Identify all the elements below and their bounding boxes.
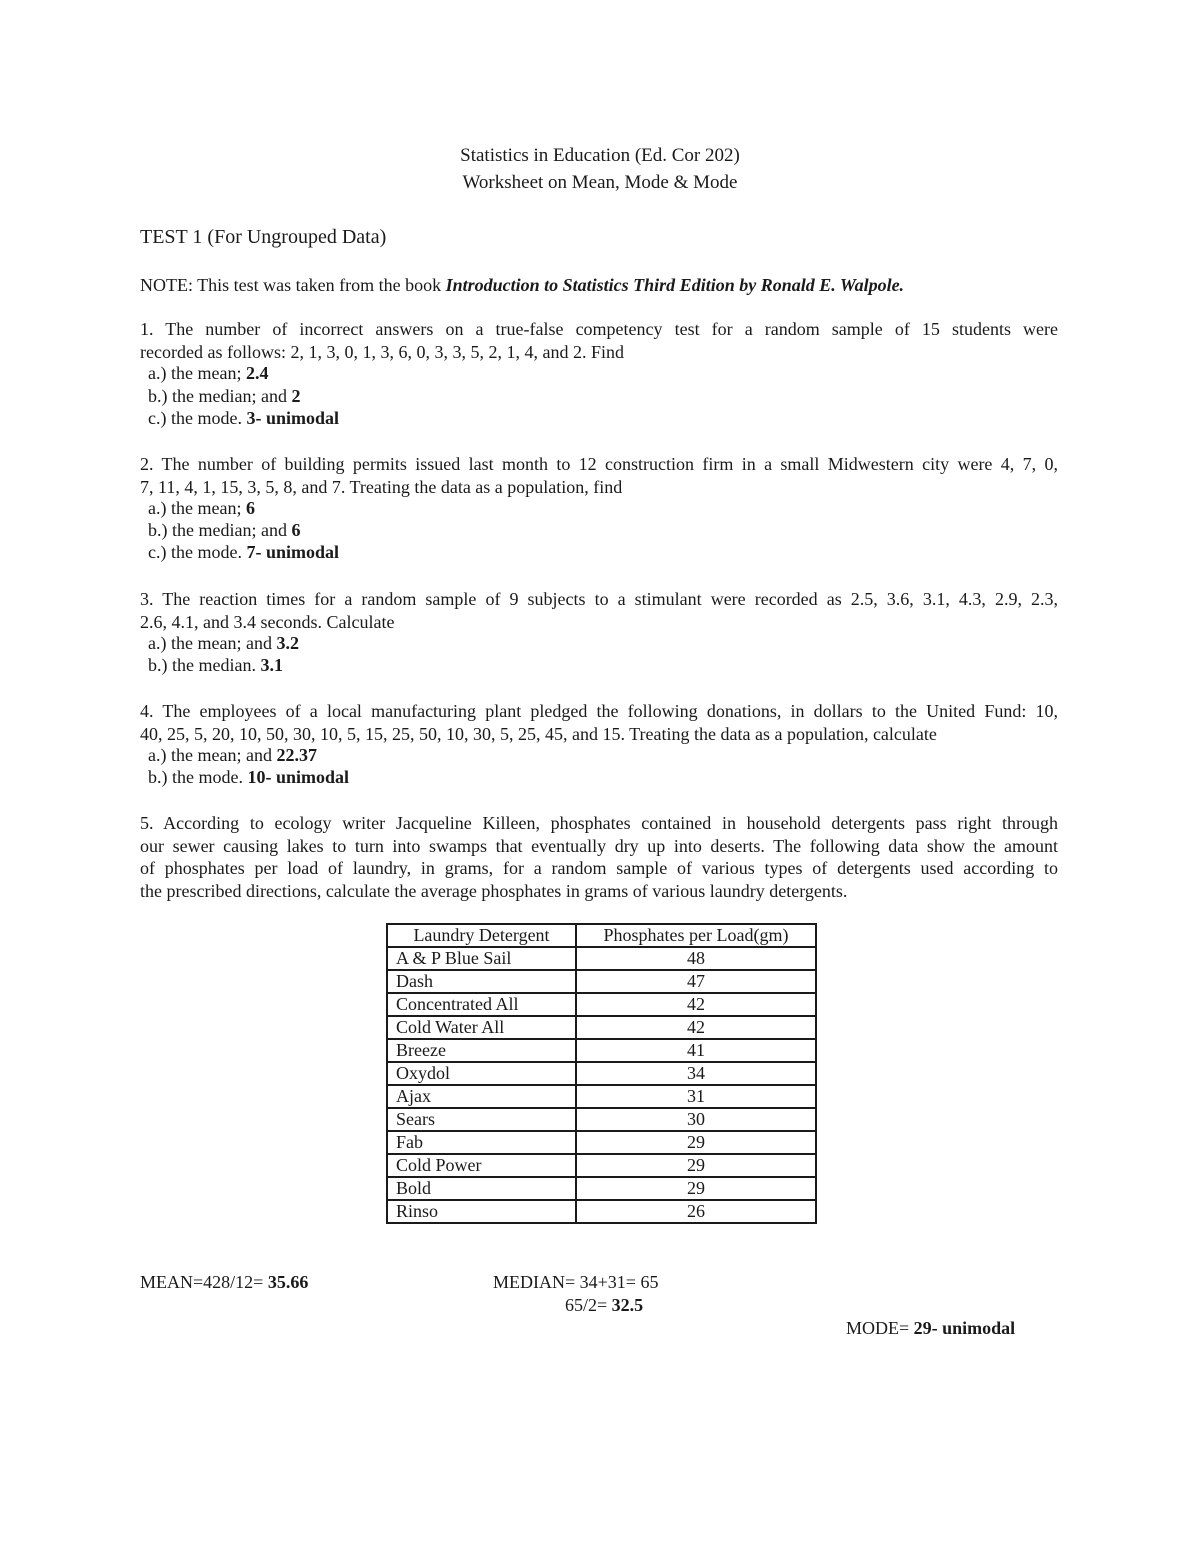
phosphate-value: 29 bbox=[576, 1177, 816, 1200]
q1-part-c: c.) the mode. 3- unimodal bbox=[148, 408, 339, 428]
question-5 bbox=[140, 812, 1058, 902]
column-header-detergent: Laundry Detergent bbox=[387, 924, 576, 947]
q1-part-a: a.) the mean; 2.4 bbox=[148, 363, 269, 383]
phosphate-value: 31 bbox=[576, 1085, 816, 1108]
question-5-line-2: our sewer causing lakes to turn into swamps that eventually dry up into deserts. The following data show the amount bbox=[140, 835, 1058, 856]
table-row bbox=[387, 1108, 816, 1131]
phosphate-value: 26 bbox=[576, 1200, 816, 1223]
document-subtitle: Worksheet on Mean, Mode & Mode bbox=[462, 172, 738, 193]
median-value: 32.5 bbox=[611, 1295, 644, 1315]
source-note bbox=[140, 275, 904, 296]
question-4-line-1: 4. The employees of a local manufacturing plant pledged the following donations, in dollars to the United Fund: 10, bbox=[140, 701, 1058, 721]
question-1-line-2: recorded as follows: 2, 1, 3, 0, 1, 3, 6, 0, 3, 3, 5, 2, 1, 4, and 2. Find bbox=[140, 341, 624, 362]
phosphate-value: 29 bbox=[576, 1154, 816, 1177]
phosphate-value: 30 bbox=[576, 1108, 816, 1131]
note-source: Introduction to Statistics Third Edition by Ronald E. Walpole. bbox=[445, 275, 905, 295]
question-3-line-2: 2.6, 4.1, and 3.4 seconds. Calculate bbox=[140, 611, 395, 632]
q2-part-a: a.) the mean; 6 bbox=[148, 498, 255, 518]
mean-value: 35.66 bbox=[267, 1272, 309, 1292]
phosphate-value: 34 bbox=[576, 1062, 816, 1085]
phosphate-value: 48 bbox=[576, 947, 816, 970]
median-sum: MEDIAN= 34+31= 65 bbox=[493, 1272, 659, 1292]
q2-part-b: b.) the median; and 6 bbox=[148, 520, 301, 540]
table-row bbox=[387, 1016, 816, 1039]
q2-answer-b: 6 bbox=[291, 520, 301, 540]
q1-part-b: b.) the median; and 2 bbox=[148, 386, 301, 406]
phosphate-value: 29 bbox=[576, 1131, 816, 1154]
q3-part-a: a.) the mean; and 3.2 bbox=[148, 633, 299, 653]
phosphate-value: 42 bbox=[576, 993, 816, 1016]
document-title: Statistics in Education (Ed. Cor 202) bbox=[460, 145, 740, 166]
test-heading: TEST 1 (For Ungrouped Data) bbox=[140, 226, 387, 248]
question-2-line-2: 7, 11, 4, 1, 15, 3, 5, 8, and 7. Treating the data as a population, find bbox=[140, 476, 623, 497]
q2-part-c: c.) the mode. 7- unimodal bbox=[148, 542, 339, 562]
table-row bbox=[387, 1200, 816, 1223]
table-row bbox=[387, 993, 816, 1016]
phosphate-value: 41 bbox=[576, 1039, 816, 1062]
question-5-line-4: the prescribed directions, calculate the average phosphates in grams of various laundry detergents. bbox=[140, 880, 848, 901]
detergent-name: Oxydol bbox=[387, 1062, 576, 1085]
table-row bbox=[387, 1062, 816, 1085]
table-row bbox=[387, 947, 816, 970]
column-header-phosphates: Phosphates per Load(gm) bbox=[576, 924, 816, 947]
note-prefix: NOTE: This test was taken from the book bbox=[140, 275, 446, 295]
table-row bbox=[387, 1039, 816, 1062]
detergent-name: Ajax bbox=[387, 1085, 576, 1108]
q1-answer-a: 2.4 bbox=[245, 363, 269, 383]
question-1-line-1: 1. The number of incorrect answers on a true-false competency test for a random sample of 15 students were bbox=[140, 319, 1058, 339]
q2-answer-c: 7- unimodal bbox=[246, 542, 339, 562]
phosphate-value: 47 bbox=[576, 970, 816, 993]
q4-answer-b: 10- unimodal bbox=[247, 767, 350, 787]
table-row bbox=[387, 1131, 816, 1154]
mean-result: MEAN=428/12= 35.66 bbox=[140, 1272, 309, 1292]
mode-value: 29- unimodal bbox=[913, 1318, 1016, 1338]
q3-answer-a: 3.2 bbox=[276, 633, 299, 653]
mode-result: MODE= 29- unimodal bbox=[846, 1318, 1016, 1338]
q3-answer-b: 3.1 bbox=[260, 655, 283, 675]
q1-answer-b: 2 bbox=[291, 386, 301, 406]
question-2 bbox=[140, 453, 1058, 498]
question-4 bbox=[140, 700, 1058, 745]
detergent-name: Cold Power bbox=[387, 1154, 576, 1177]
question-2-line-1: 2. The number of building permits issued last month to 12 construction firm in a small Midwestern city were 4, 7, 0, bbox=[140, 454, 1058, 474]
table-header-row bbox=[387, 924, 816, 947]
table-row bbox=[387, 1154, 816, 1177]
detergent-name: Fab bbox=[387, 1131, 576, 1154]
detergent-name: A & P Blue Sail bbox=[387, 947, 576, 970]
detergent-name: Breeze bbox=[387, 1039, 576, 1062]
detergent-name: Dash bbox=[387, 970, 576, 993]
table-row bbox=[387, 970, 816, 993]
q4-part-b: b.) the mode. 10- unimodal bbox=[148, 767, 350, 787]
detergent-name: Rinso bbox=[387, 1200, 576, 1223]
question-1 bbox=[140, 318, 1058, 363]
q4-answer-a: 22.37 bbox=[276, 745, 317, 765]
q4-part-a: a.) the mean; and 22.37 bbox=[148, 745, 317, 765]
detergent-name: Concentrated All bbox=[387, 993, 576, 1016]
table-row bbox=[387, 1085, 816, 1108]
detergent-name: Sears bbox=[387, 1108, 576, 1131]
detergent-name: Bold bbox=[387, 1177, 576, 1200]
question-5-line-3: of phosphates per load of laundry, in grams, for a random sample of various types of detergents used according to bbox=[140, 858, 1058, 878]
detergent-name: Cold Water All bbox=[387, 1016, 576, 1039]
q1-answer-c: 3- unimodal bbox=[246, 408, 339, 428]
question-3-line-1: 3. The reaction times for a random sample of 9 subjects to a stimulant were recorded as 2.5, 3.6, 3.1, 4.3, 2.9, 2.3, bbox=[140, 589, 1058, 609]
median-result: 65/2= 32.5 bbox=[565, 1295, 644, 1315]
question-3 bbox=[140, 588, 1058, 633]
q2-answer-a: 6 bbox=[245, 498, 255, 518]
table-row bbox=[387, 1177, 816, 1200]
detergent-table bbox=[386, 923, 817, 1224]
q3-part-b: b.) the median. 3.1 bbox=[148, 655, 283, 675]
question-4-line-2: 40, 25, 5, 20, 10, 50, 30, 10, 5, 15, 25, 50, 10, 30, 5, 25, 45, and 15. Treating the data as a population, calculate bbox=[140, 723, 937, 744]
question-5-line-1: 5. According to ecology writer Jacqueline Killeen, phosphates contained in household detergents pass right through bbox=[140, 813, 1058, 833]
phosphate-value: 42 bbox=[576, 1016, 816, 1039]
